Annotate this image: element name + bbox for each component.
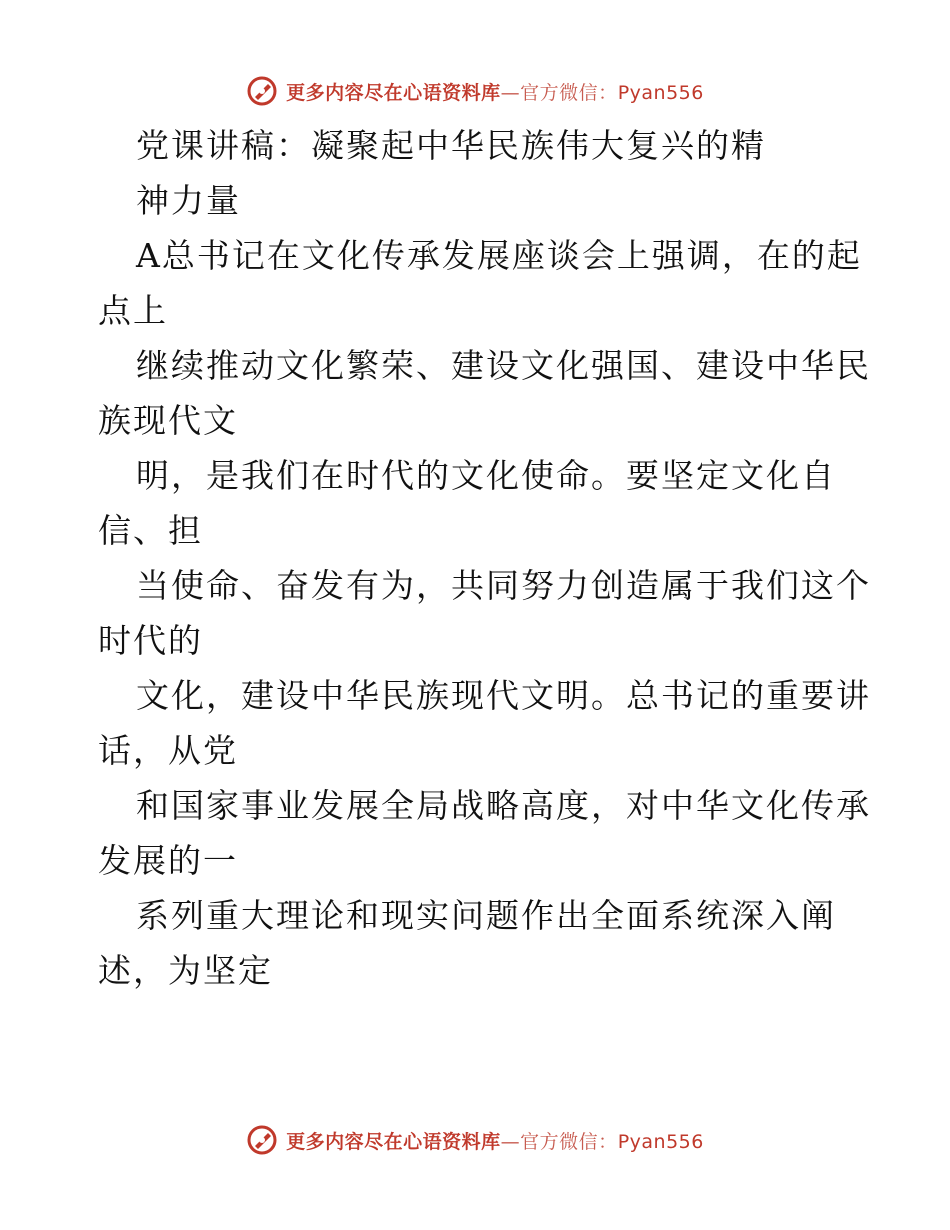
document-title-line: 神力量 xyxy=(136,181,241,220)
paragraph-line: 继续推动文化繁荣、建设文化强国、建设中华民 xyxy=(136,346,871,385)
paragraph-line: 发展的一 xyxy=(98,841,238,880)
header-watermark xyxy=(0,71,950,111)
paragraph-line: 文化，建设中华民族现代文明。总书记的重要讲 xyxy=(136,676,871,715)
footer-watermark xyxy=(0,1120,950,1160)
paragraph-line: 信、担 xyxy=(98,511,203,550)
watermark-text: 更多内容尽在心语资料库—官方微信：Pyan556 xyxy=(286,81,704,104)
document-body xyxy=(98,118,871,998)
paragraph-line: 系列重大理论和现实问题作出全面系统深入阐 xyxy=(136,896,836,935)
paragraph-line: 点上 xyxy=(98,291,168,330)
paragraph-line: 话，从党 xyxy=(98,731,238,770)
paragraph-line: 和国家事业发展全局战略高度，对中华文化传承 xyxy=(136,786,871,825)
paragraph-line: 当使命、奋发有为，共同努力创造属于我们这个 xyxy=(136,566,871,605)
pen-seal-icon xyxy=(246,1124,278,1156)
paragraph-line: 时代的 xyxy=(98,621,203,660)
document-title-line: 党课讲稿：凝聚起中华民族伟大复兴的精 xyxy=(136,126,766,165)
pen-seal-icon xyxy=(246,75,278,107)
watermark-text: 更多内容尽在心语资料库—官方微信：Pyan556 xyxy=(286,1130,704,1153)
paragraph-line: 述，为坚定 xyxy=(98,951,273,990)
paragraph-line: 族现代文 xyxy=(98,401,238,440)
paragraph-line: A总书记在文化传承发展座谈会上强调，在的起 xyxy=(136,236,862,275)
paragraph-line: 明，是我们在时代的文化使命。要坚定文化自 xyxy=(136,456,836,495)
